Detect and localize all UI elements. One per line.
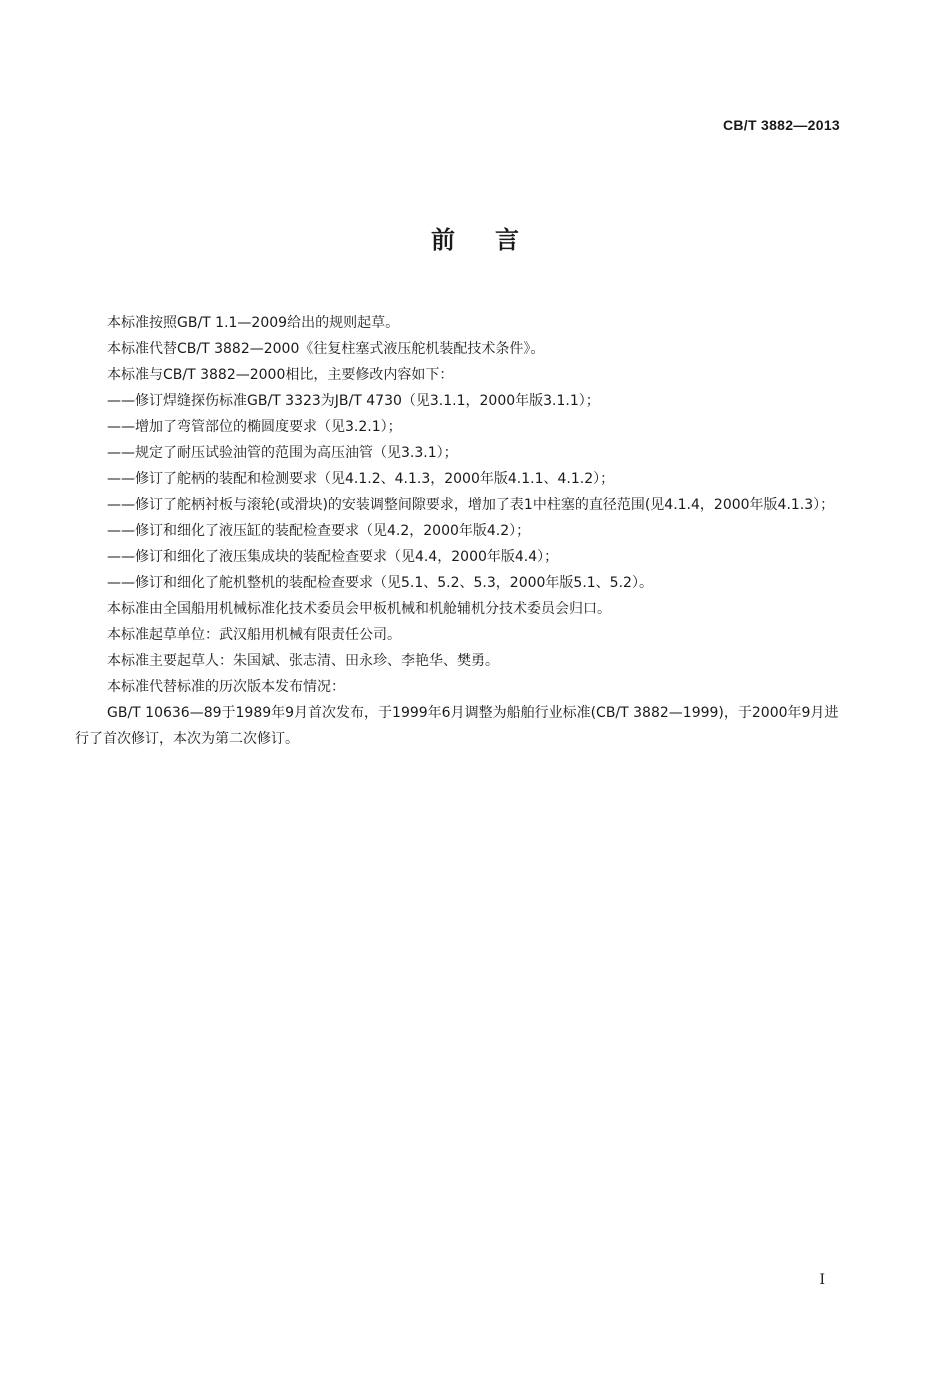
paragraph: 本标准由全国船用机械标准化技术委员会甲板机械和机舱辅机分技术委员会归口。 <box>107 601 611 617</box>
list-item: ——修订了舵柄衬板与滚轮(或滑块)的安装调整间隙要求，增加了表1中柱塞的直径范围(见4.1.4，2000年版4.1.3）； <box>107 497 835 513</box>
list-item: ——修订焊缝探伤标准GB/T 3323为JB/T 4730（见3.1.1，2000年版3.1.1）； <box>107 393 600 409</box>
list-item: ——修订和细化了液压缸的装配检查要求（见4.2，2000年版4.2）； <box>107 523 531 539</box>
paragraph: 本标准主要起草人：朱国斌、张志清、田永珍、李艳华、樊勇。 <box>107 653 499 669</box>
paragraph: 本标准起草单位：武汉船用机械有限责任公司。 <box>107 627 401 643</box>
paragraph: 本标准与CB/T 3882—2000相比，主要修改内容如下： <box>107 367 454 383</box>
paragraph: 本标准按照GB/T 1.1—2009给出的规则起草。 <box>107 315 400 331</box>
list-item: ——增加了弯管部位的椭圆度要求（见3.2.1）； <box>107 419 402 435</box>
list-item: ——修订了舵柄的装配和检测要求（见4.1.2、4.1.3，2000年版4.1.1、4.1.2）； <box>107 471 615 487</box>
page-title: 前言 <box>431 226 559 254</box>
paragraph: 本标准代替标准的历次版本发布情况： <box>107 679 345 695</box>
page-number: I <box>819 1272 825 1288</box>
document-code: CB/T 3882—2013 <box>722 117 840 133</box>
foreword-body <box>75 310 845 752</box>
list-item: ——修订和细化了液压集成块的装配检查要求（见4.4，2000年版4.4）； <box>107 549 559 565</box>
list-item: ——规定了耐压试验油管的范围为高压油管（见3.3.1）； <box>107 445 458 461</box>
paragraph: 本标准代替CB/T 3882—2000《往复柱塞式液压舵机装配技术条件》。 <box>107 341 545 357</box>
list-item: ——修订和细化了舵机整机的装配检查要求（见5.1、5.2、5.3，2000年版5.1、5.2）。 <box>107 575 653 591</box>
paragraph: GB/T 10636—89于1989年9月首次发布，于1999年6月调整为船舶行业标准(CB/T 3882—1999)，于2000年9月进行了首次修订，本次为第二次修订。 <box>75 705 839 747</box>
